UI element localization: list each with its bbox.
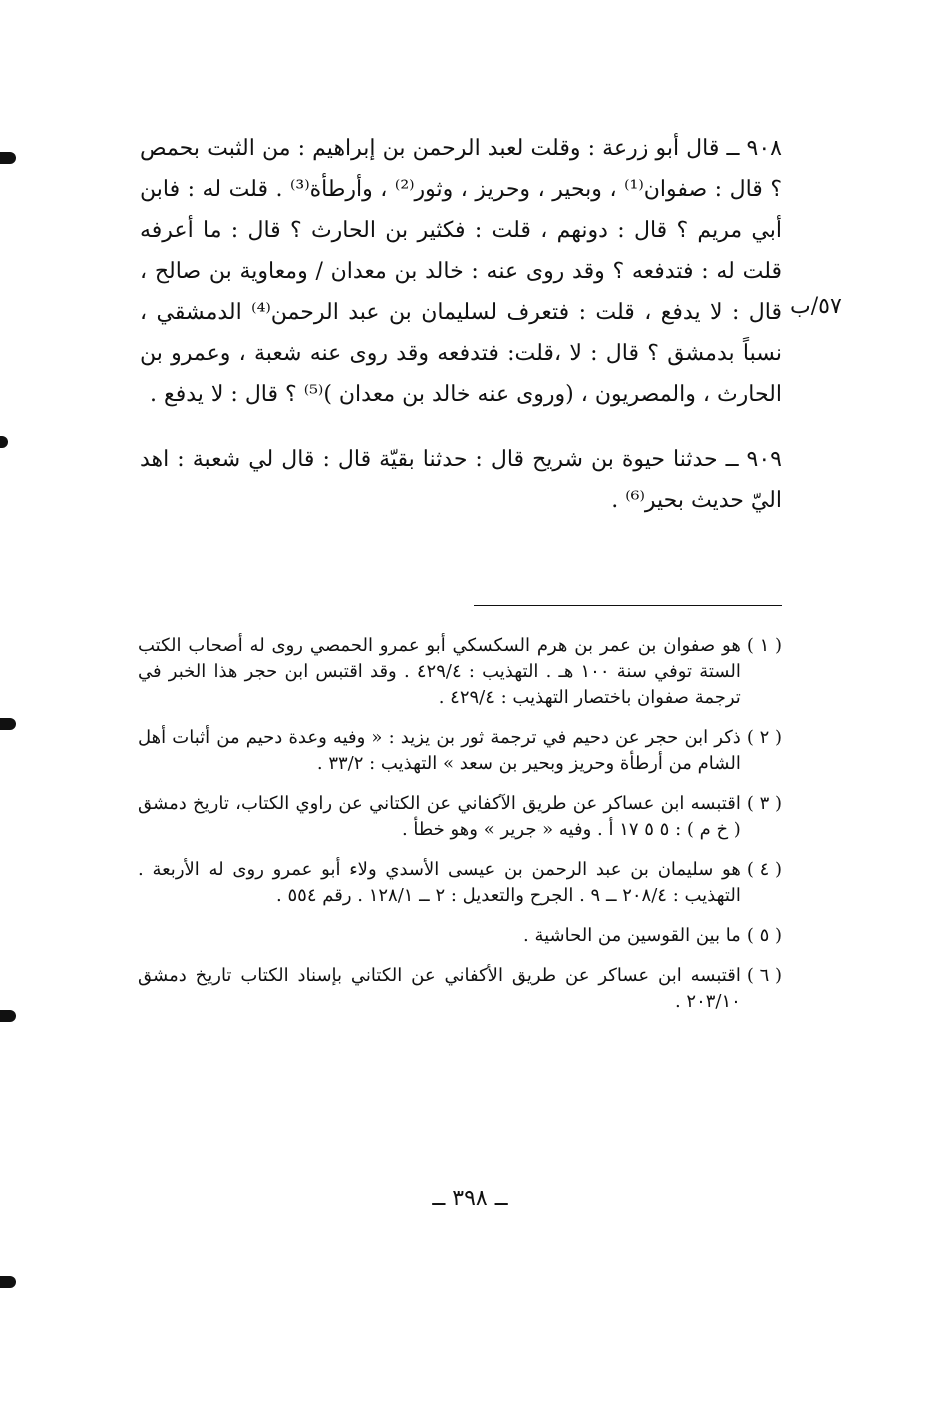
footnote-text: اقتبسه ابن عساكر عن طريق الآكفاني عن الكتاني عن راوي الكتاب، تاريخ دمشق ( خ م ) : ٥ ٥ ١٧ أ . وفيه « جرير » وهو خطأ . [138, 793, 741, 840]
footnote-number: ( ٦ ) [746, 965, 782, 986]
footnote-text: اقتبسه ابن عساكر عن طريق الأكفاني عن الكتاني بإسناد الكتاب تاريخ دمشق ٢٠٣/١٠ . [138, 965, 741, 1012]
footnote-2 [138, 725, 782, 777]
footnote-4 [138, 857, 782, 909]
footnote-divider [474, 605, 782, 606]
footnote-5 [138, 923, 782, 949]
footnote-3 [138, 791, 782, 843]
footnote-number: ( ٢ ) [746, 727, 782, 748]
footnote-6 [138, 963, 782, 1015]
binding-mark [0, 1010, 16, 1022]
footnote-number: ( ٥ ) [746, 925, 782, 946]
footnotes [138, 633, 782, 1029]
paragraph-909: ٩٠٩ ــ حدثنا حيوة بن شريح قال : حدثنا بقيّة قال : قال لي شعبة : اهد اليّ حديث بحير⁽⁶⁾ . [140, 447, 782, 513]
main-text [140, 128, 782, 521]
binding-mark [0, 152, 16, 164]
footnote-text: هو سليمان بن عبد الرحمن بن عيسى الأسدي ولاء أبو عمرو روى له الأربعة . التهذيب : ٢٠٨/٤ ــ ٩ . الجرح والتعديل : ٢ ــ ١٢٨/١ . رقم ٥٥٤ . [138, 859, 741, 906]
footnote-number: ( ٤ ) [746, 859, 782, 880]
page-number: ــ ٣٩٨ ــ [432, 1186, 508, 1211]
footnote-text: هو صفوان بن عمر بن هرم السكسكي أبو عمرو الحمصي روى له أصحاب الكتب الستة توفي سنة ١٠٠ هـ . التهذيب : ٤٢٩/٤ . وقد اقتبس ابن حجر هذا الخبر في ترجمة صفوان باختصار التهذيب : ٤٢٩/٤ . [138, 635, 741, 708]
binding-mark [0, 436, 8, 448]
binding-mark [0, 718, 16, 730]
footnote-text: ما بين القوسين من الحاشية . [523, 925, 741, 946]
paragraph-908: ٩٠٨ ــ قال أبو زرعة : وقلت لعبد الرحمن بن إبراهيم : من الثبت بحمص ؟ قال : صفوان⁽¹⁾ ، وبحير ، وحريز ، وثور⁽²⁾ ، وأرطأة⁽³⁾ . قلت له : فابن أبي مريم ؟ قال : دونهم ، قلت : فكثير بن الحارث ؟ قال : ما أعرفه قلت له : فتدفعه ؟ وقد روى عنه : خالد بن معدان / ومعاوية بن صالح ، قال : لا يدفع ، قلت : فتعرف لسليمان بن عبد الرحمن⁽⁴⁾ الدمشقي ، نسباً بدمشق ؟ قال : لا ،قلت: فتدفعه وقد روى عنه شعبة ، وعمرو بن الحارث ، والمصريون ، (وروى عنه خالد بن معدان )⁽⁵⁾ ؟ قال : لا يدفع . [140, 136, 783, 407]
footnote-number: ( ١ ) [746, 635, 782, 656]
footnote-number: ( ٣ ) [746, 793, 782, 814]
margin-folio-reference: ٥٧/ب [790, 294, 842, 319]
footnote-text: ذكر ابن حجر عن دحيم في ترجمة ثور بن يزيد : « وفيه وعدة دحيم من أثبات أهل الشام من أرطأة وحريز وبحير بن سعد » التهذيب : ٣٣/٢ . [138, 727, 741, 774]
footnote-1 [138, 633, 782, 711]
binding-mark [0, 1276, 16, 1288]
